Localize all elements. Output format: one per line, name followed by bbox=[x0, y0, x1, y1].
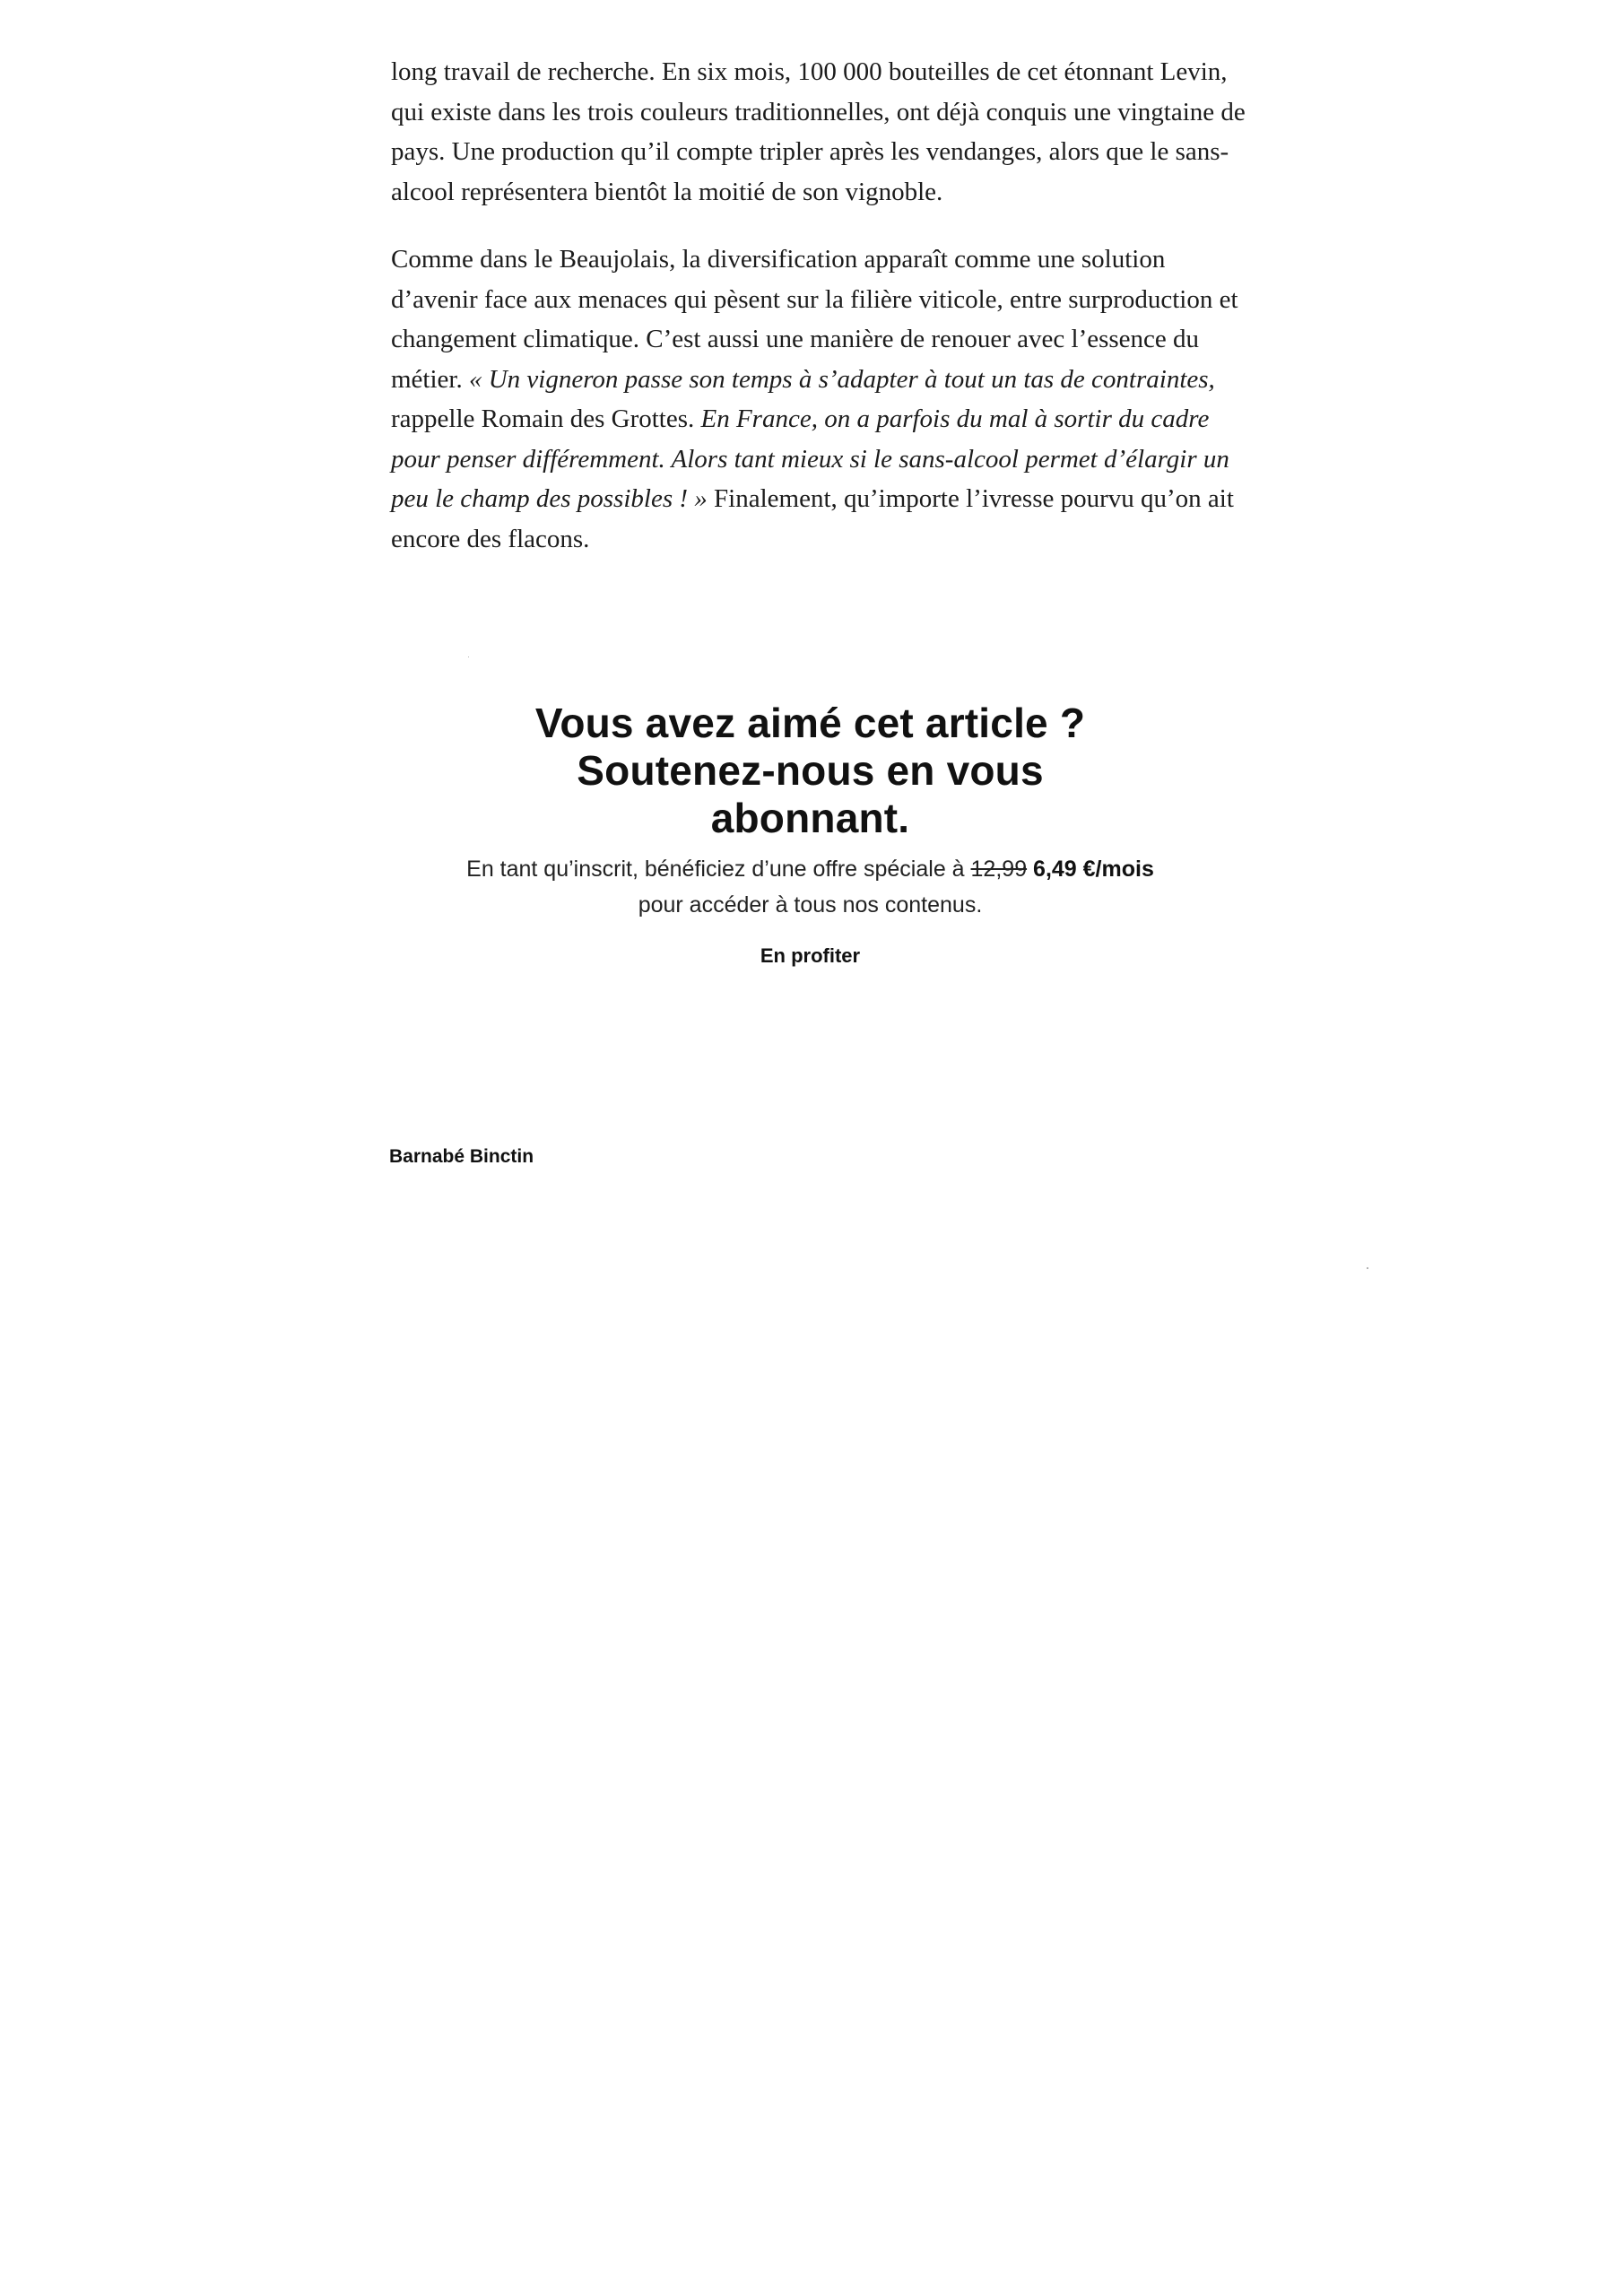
paragraph-text: Comme dans le Beaujolais, la diversification apparaît comme une solution d’avenir face aux menaces qui pèsent sur la filière viticole, entre surproduction et changement climatique. C’est aussi une manière de renouer avec l’essence du métier. bbox=[391, 245, 1238, 394]
subscribe-button[interactable]: En profiter bbox=[760, 944, 861, 967]
promo-title-line: Soutenez-nous en vous bbox=[577, 747, 1044, 794]
offer-intro: En tant qu’inscrit, bénéficiez d’une offre spéciale à bbox=[466, 857, 971, 882]
scan-speck bbox=[1367, 1267, 1368, 1269]
article-paragraph: long travail de recherche. En six mois, 100 000 bouteilles de cet étonnant Levin, qui existe dans les trois couleurs traditionnelles, ont déjà conquis une vingtaine de pays. Une production qu’il compte tripler après les vendanges, alors que le sans-alcool représentera bientôt la moitié de son vignoble. bbox=[391, 57, 1246, 206]
offer-outro: pour accéder à tous nos contenus. bbox=[638, 892, 983, 918]
quote-text: En France, on a parfois du mal à sortir du cadre pour penser différemment. Alors tant mieux si le sans-alcool permet d’élargir un peu le champ des possibles ! » bbox=[391, 404, 1229, 513]
promo-offer-text bbox=[391, 851, 1229, 923]
paragraph-text: Finalement, qu’importe l’ivresse pourvu qu’on ait encore des flacons. bbox=[391, 484, 1234, 553]
promo-title-line: Vous avez aimé cet article ? bbox=[534, 700, 1086, 746]
promo-title-line: abonnant. bbox=[710, 795, 910, 841]
quote-text: « Un vigneron passe son temps à s’adapter à tout un tas de contraintes, bbox=[468, 364, 1215, 394]
article-paragraph bbox=[391, 239, 1252, 559]
paragraph-text: rappelle Romain des Grottes. bbox=[391, 404, 701, 433]
old-price: 12,99 bbox=[970, 857, 1028, 882]
promo-title bbox=[391, 700, 1229, 842]
subscription-promo bbox=[391, 700, 1229, 968]
article-body bbox=[391, 52, 1252, 587]
new-price: 6,49 €/mois bbox=[1033, 857, 1154, 882]
author-name: Barnabé Binctin bbox=[389, 1146, 534, 1167]
